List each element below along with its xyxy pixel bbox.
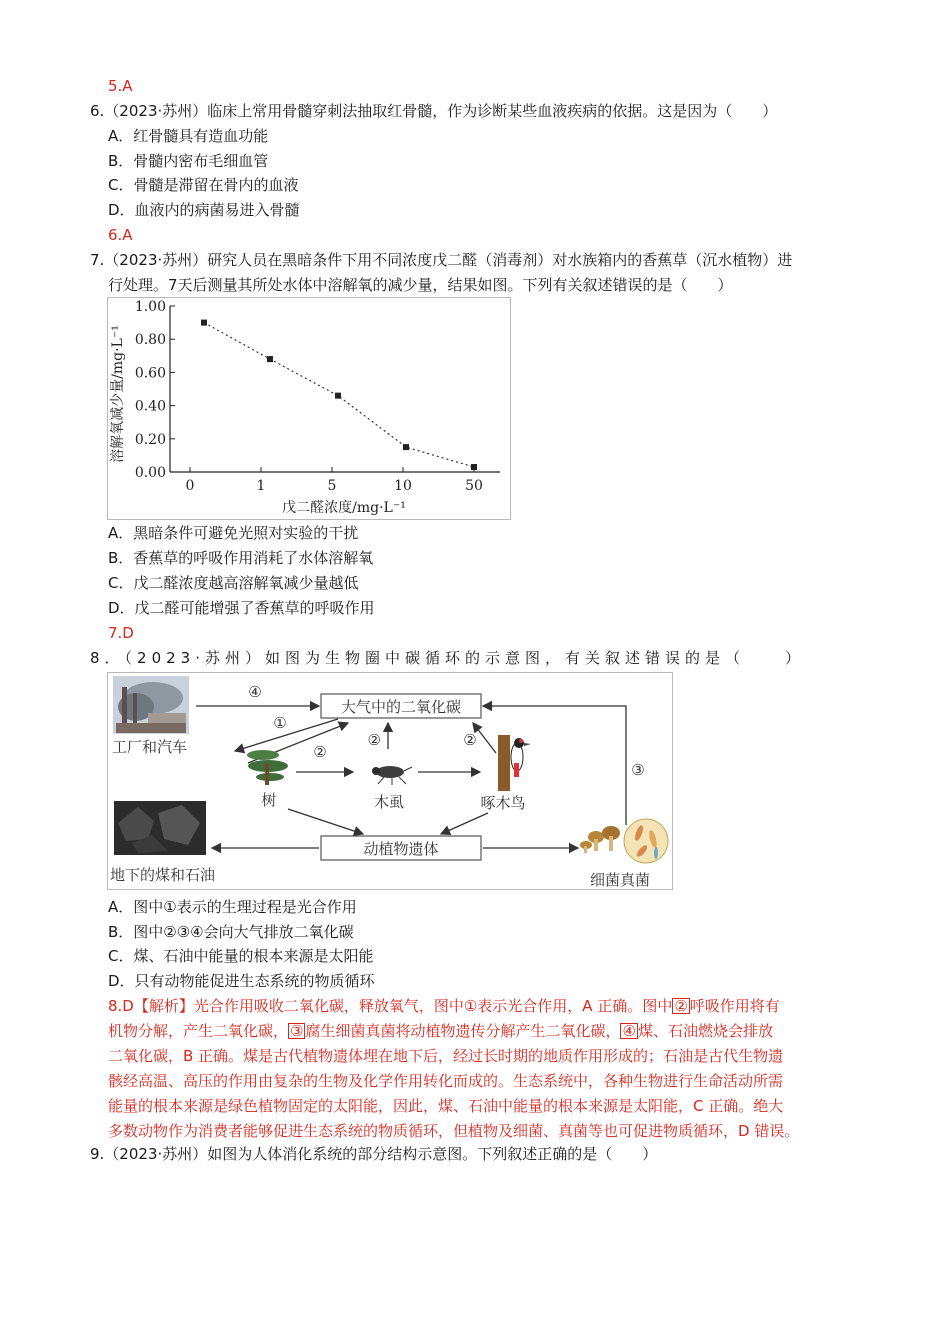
coal-label: 地下的煤和石油 [110, 866, 216, 884]
q6-stem: 6.（2023·苏州）临床上常用骨髓穿刺法抽取红骨髓，作为诊断某些血液疾病的依据。这是因为（ ） [90, 102, 778, 120]
label-3: ③ [631, 761, 645, 779]
data-point [267, 356, 273, 362]
q7-answer: 7.D [108, 624, 134, 642]
explain-text: 腐生细菌真菌将动植物遗传分解产生二氧化碳， [305, 1022, 621, 1040]
q8-explanation [108, 994, 868, 1144]
explain-line-1 [108, 994, 868, 1019]
data-point [335, 393, 341, 399]
coal-image [114, 801, 206, 855]
microbes-label: 细菌真菌 [589, 871, 651, 889]
x-tick-label: 10 [394, 478, 412, 494]
label-2-bird: ② [463, 731, 477, 749]
louse-label: 木虱 [373, 793, 405, 811]
boxed-3: ③ [290, 1022, 304, 1040]
q8-option-b: B．图中②③④会向大气排放二氧化碳 [108, 923, 354, 941]
woodpecker-image [498, 735, 531, 791]
q6-option-a: A．红骨髓具有造血功能 [108, 127, 269, 145]
explain-text: 呼吸作用将有 [689, 997, 780, 1015]
y-tick-label: 0.80 [134, 332, 166, 349]
x-tick-label: 50 [465, 478, 483, 494]
label-2-louse: ② [367, 731, 381, 749]
q9-stem: 9.（2023·苏州）如图为人体消化系统的部分结构示意图。下列叙述正确的是（ ） [90, 1145, 658, 1163]
louse-image [372, 766, 412, 785]
q6-option-c: C．骨髓是滞留在骨内的血液 [108, 176, 299, 194]
y-tick-label: 0.20 [134, 431, 166, 448]
q7-option-d: D．戊二醛可能增强了香蕉草的呼吸作用 [108, 599, 375, 617]
data-point [201, 320, 207, 326]
factory-image [113, 676, 189, 734]
atmosphere-label: 大气中的二氧化碳 [340, 698, 462, 716]
q5-answer: 5.A [108, 77, 133, 95]
carbon-cycle-diagram [107, 672, 673, 890]
q8-option-d: D．只有动物能促进生态系统的物质循环 [108, 972, 375, 990]
q6-answer: 6.A [108, 226, 133, 244]
explain-line-4: 骸经高温、高压的作用由复杂的生物及化学作用转化而成的。生态系统中，各种生物进行生命活动所需 [108, 1072, 784, 1090]
x-tick-label: 5 [327, 478, 337, 494]
q8-option-a: A．图中①表示的生理过程是光合作用 [108, 898, 357, 916]
x-tick-label: 0 [185, 478, 195, 494]
chart-y-axis-label: 溶解氧减少量/mg·L⁻¹ [110, 325, 126, 463]
label-1: ① [273, 714, 287, 732]
q8-option-c: C．煤、石油中能量的根本来源是太阳能 [108, 947, 374, 965]
q7-option-c: C．戊二醛浓度越高溶解氧减少量越低 [108, 574, 359, 592]
explain-text: 8.D【解析】光合作用吸收二氧化碳，释放氧气，图中①表示光合作用，A 正确。图中 [108, 997, 673, 1015]
y-tick-label: 1.00 [134, 299, 166, 315]
explain-line-5: 能量的根本来源是绿色植物固定的太阳能，因此，煤、石油中能量的根本来源是太阳能，C 正确。绝大 [108, 1097, 784, 1115]
x-tick-label: 1 [256, 478, 266, 494]
label-2-tree: ② [313, 743, 327, 761]
explain-line-3: 二氧化碳，B 正确。煤是古代植物遗体埋在地下后，经过长时期的地质作用形成的；石油是古代生物遗 [108, 1047, 784, 1065]
boxed-2: ② [674, 997, 688, 1015]
y-tick-label: 0.60 [134, 365, 166, 382]
y-tick-label: 0.00 [134, 465, 166, 481]
q7-chart-frame [107, 297, 511, 520]
explain-line-6: 多数动物作为消费者能够促进生态系统的物质循环，但植物及细菌、真菌等也可促进物质循环，D 错误。 [108, 1122, 800, 1140]
q7-option-a: A．黑暗条件可避免光照对实验的干扰 [108, 524, 359, 542]
q6-option-b: B．骨髓内密布毛细血管 [108, 152, 269, 170]
chart-x-axis-label: 戊二醛浓度/mg·L⁻¹ [282, 500, 406, 516]
tree-image [247, 750, 288, 785]
q6-option-d: D．血液内的病菌易进入骨髓 [108, 201, 300, 219]
explain-text: 煤、石油燃烧会排放 [637, 1022, 773, 1040]
q7-stem-line2: 行处理。7天后测量其所处水体中溶解氧的减少量，结果如图。下列有关叙述错误的是（ ） [108, 276, 733, 294]
explain-text: 机物分解，产生二氧化碳， [108, 1022, 289, 1040]
tree-label: 树 [261, 791, 277, 809]
boxed-4: ④ [622, 1022, 636, 1040]
remains-label: 动植物遗体 [363, 840, 439, 858]
microbes-image [580, 819, 668, 863]
label-4: ④ [248, 683, 262, 701]
q7-option-b: B．香蕉草的呼吸作用消耗了水体溶解氧 [108, 549, 374, 567]
q7-line-chart [108, 298, 510, 519]
q7-stem-line1: 7.（2023·苏州）研究人员在黑暗条件下用不同浓度戊二醛（消毒剂）对水族箱内的香蕉草（沉水植物）进 [90, 251, 793, 269]
q8-stem: 8．（2023·苏州）如图为生物圈中碳循环的示意图，有关叙述错误的是（ ） [90, 649, 805, 667]
data-point [403, 444, 409, 450]
explain-line-2 [108, 1019, 868, 1044]
woodpecker-label: 啄木鸟 [480, 794, 526, 812]
data-point [471, 464, 477, 470]
y-tick-label: 0.40 [134, 398, 166, 415]
factory-label: 工厂和汽车 [112, 738, 188, 756]
